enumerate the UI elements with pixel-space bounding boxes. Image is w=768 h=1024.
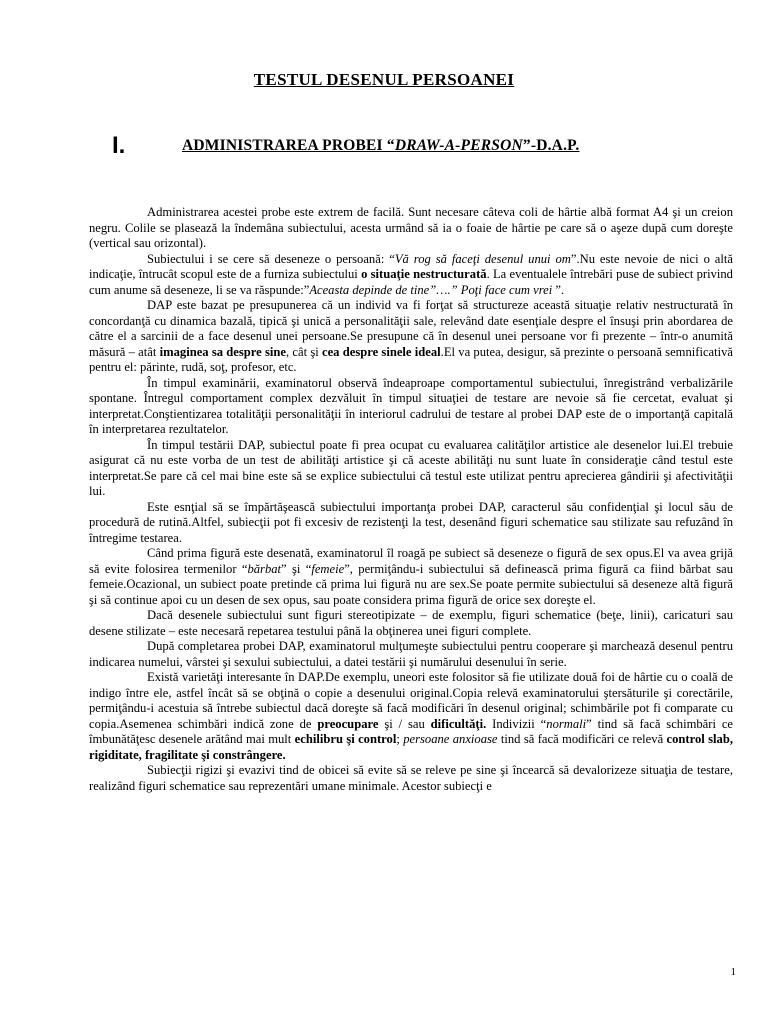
text-run: . La eventualele întrebări puse de subiect privind cum anume să deseneze, li se va răspunde:”	[89, 267, 733, 297]
text-run: ”, permiţându-i subiectului să definească prima figură ca fiind bărbat sau femeie.Ocazional, un subiect poate pretinde că prima lui figură nu are sex.Se poate permite subiectului să deseneze altă figură şi să continue apoi cu un desen de sex opus, sau poate considera prima figură de orice sex doreşte el.	[89, 561, 733, 607]
paragraph	[89, 298, 733, 376]
paragraph	[89, 639, 733, 670]
section-title-italic: DRAW-A-PERSON	[394, 137, 523, 154]
document-title: TESTUL DESENUL PERSOANEI	[253, 70, 515, 89]
text-run: .El va putea, desigur, să prezinte o persoană semnificativă pentru el: părinte, rudă, soţ, profesor, etc.	[89, 344, 734, 374]
bold-run: preocupare	[317, 716, 379, 731]
text-run: Indivizii “	[486, 716, 547, 731]
document-body	[89, 205, 733, 794]
italic-run: Vă rog să faceţi desenul unui om	[394, 251, 571, 266]
text-run: Este esnţial să se împărtăşească subiectului importanţa probei DAP, caracterul său confidenţial şi locul său de procedură de rutină.Altfel, subiecţii pot fi excesiv de rezistenţi la test, desenând figuri schematice sau stilizate sau refuzând în întregime testarea.	[89, 499, 733, 545]
section-title-prefix: ADMINISTRAREA PROBEI “	[182, 137, 395, 154]
text-run: Dacă desenele subiectului sunt figuri stereotipizate – de exemplu, figuri schematice (beţe, linii), caricaturi sau desene stilizate – este necesară repetarea testului până la obţinerea unei figuri complete.	[89, 608, 733, 638]
text-run: În timpul examinării, examinatorul observă îndeaproape comportamentul subiectului, înregistrând verbalizările spontane. Întregul comportament complex dezvăluit în timpul situaţiei de testare are nevoie să fie cercetat, evaluat şi interpretat.Conştientizarea totalităţii personalităţii în interiorul cadrului de testare al probei DAP este de o importanţă capitală în interpretarea rezultatelor.	[89, 375, 733, 436]
italic-run: bărbat	[247, 561, 282, 576]
italic-run: femeie	[311, 561, 345, 576]
paragraph	[89, 500, 733, 547]
text-run: Când prima figură este desenată, examinatorul îl roagă pe subiect să deseneze o figură de sex opus.El va avea grijă să evite folosirea termenilor “	[89, 546, 733, 576]
paragraph	[89, 546, 733, 608]
section-heading	[112, 132, 672, 160]
section-title	[182, 137, 579, 154]
text-run: tind să facă modificări ce relevă	[497, 732, 667, 746]
paragraph	[89, 670, 733, 763]
text-run: , cât şi	[286, 344, 322, 359]
text-run: Există varietăţi interesante în DAP.De exemplu, uneori este folositor să fie utilizate două foi de hârtie cu o coală de indigo între ele, astfel încât să se obţină o copie a desenului original.Copia relevă examinatorului ştersăturile şi corectările, permiţându-i acestuia să întrebe subiectul dacă doreşte să facă modificări în desenul original; schimbările pot fi comparate cu copia.Asemenea schimbări indică zone de	[89, 670, 733, 731]
italic-run: normali	[546, 716, 587, 731]
paragraph	[89, 376, 733, 438]
paragraph	[89, 205, 733, 252]
section-title-suffix: ”-D.A.P.	[522, 137, 580, 154]
page-number: 1	[730, 966, 736, 978]
paragraph	[89, 438, 733, 500]
bold-run: control slab, rigiditate, fragilitate şi constrângere.	[89, 732, 733, 762]
text-run: ;	[396, 732, 404, 746]
italic-run: Aceasta depinde de tine”….” Poţi face cum vrei	[309, 282, 556, 297]
text-run: Subiectului i se cere să deseneze o persoană: “	[147, 251, 395, 266]
text-run: ”.	[555, 282, 565, 297]
paragraph	[89, 608, 733, 639]
text-run: Administrarea acestei probe este extrem de facilă. Sunt necesare câteva coli de hârtie albă format A4 şi un creion negru. Colile se plasează la îndemâna subiectului, acesta urmând să ia o foaie de hârtie pe care să o aşeze după cum doreşte (vertical sau orizontal).	[89, 205, 733, 250]
bold-run: o situaţie nestructurată	[361, 267, 487, 281]
paragraph	[89, 252, 733, 299]
text-run: După completarea probei DAP, examinatorul mulţumeşte subiectului pentru cooperare şi marchează desenul pentru indicarea numelui, vârstei şi sexului subiectului, a datei testării şi numărului desenului în serie.	[89, 639, 733, 669]
section-number: I.	[112, 132, 126, 159]
text-run: ” şi “	[281, 561, 312, 576]
italic-run: persoane anxioase	[403, 732, 498, 746]
bold-run: dificultăţi.	[430, 716, 487, 731]
text-run: ”.Nu este nevoie de nici o altă indicaţie, întrucât scopul este de a furniza subiectului	[89, 251, 733, 281]
text-run: şi / sau	[378, 716, 431, 731]
text-run: În timpul testării DAP, subiectul poate fi prea ocupat cu evaluarea calităţilor artistice ale desenelor lui.El trebuie asigurat că nu este vorba de un test de abilităţi artistice şi că aceste abilităţi nu sunt luate în consideraţie când testul este interpretat.Se pare că cel mai bine este să se explice subiectului că testul este utilizat pentru aprecierea gândirii şi afectivităţii lui.	[89, 437, 733, 498]
paragraph	[89, 763, 733, 794]
bold-run: echilibru şi control	[294, 732, 397, 746]
bold-run: imaginea sa despre sine	[159, 344, 286, 359]
text-run: Subiecţii rigizi şi evazivi tind de obicei să evite să se releve pe sine şi încearcă să devalorizeze situaţia de testare, realizând figuri schematice sau reprezentări umane minimale. Acestor subiecţi e	[89, 763, 733, 793]
bold-run: cea despre sinele ideal	[322, 344, 441, 359]
text-run: ” tind să facă schimbări ce îmbunătăţesc desenele arătând mai mult	[89, 716, 734, 746]
text-run: DAP este bazat pe presupunerea că un individ va fi forţat să structureze această situaţie relativ nestructurată în concordanţă cu dinamica bazală, tipică şi unică a personalităţii sale, relevând date esenţiale despre el însuşi prin abordarea de către el a sarcinii de a face desenul unei persoane.Se presupune că în desenul unei persoane vor fi prezente – într-o anumită măsură – atât	[89, 298, 733, 359]
